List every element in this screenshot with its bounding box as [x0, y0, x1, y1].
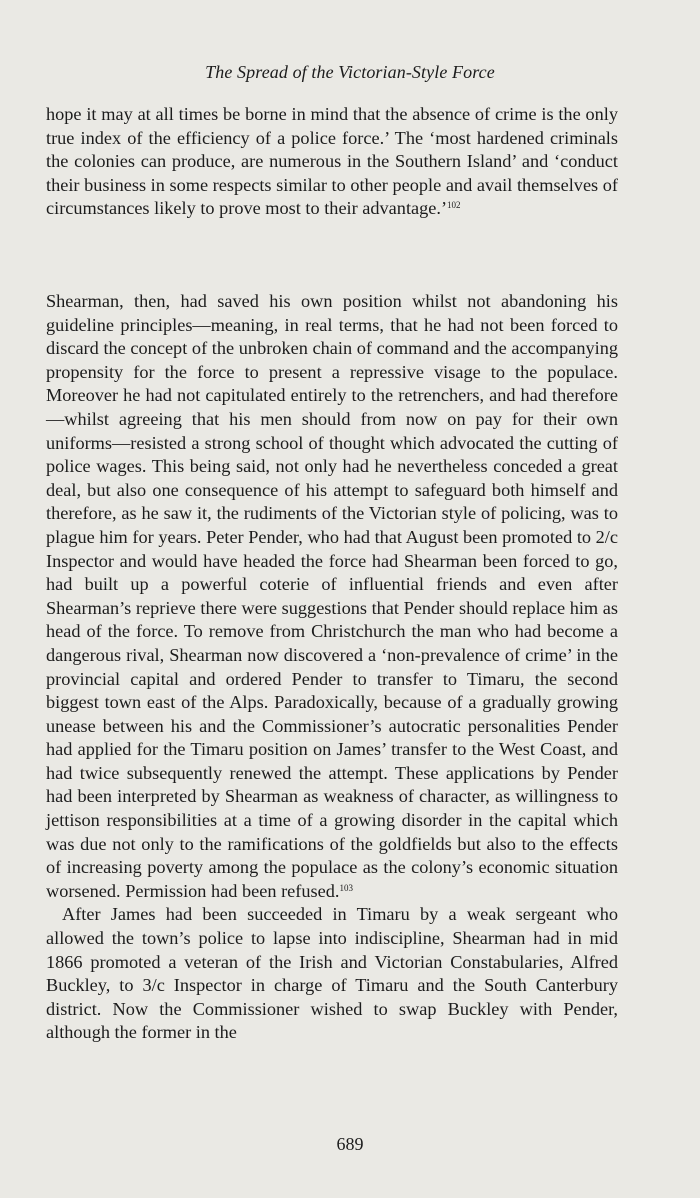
- paragraph-1: [46, 103, 618, 221]
- page-number: 689: [336, 1134, 364, 1154]
- footnote-ref-102: 102: [447, 200, 461, 211]
- paragraph-2: [46, 290, 618, 903]
- paragraph-3-text: After James had been succeeded in Timaru by a weak sergeant who allowed the town’s police to lapse into indiscipline, Shearman had in mid 1866 promoted a veteran of the Irish and Victorian Constabularies, Alfred Buckley, to 3/c Inspector in charge of Timaru and the South Canterbury district. Now the Commissioner wished to swap Buckley with Pender, although the former in the: [46, 904, 618, 1043]
- paragraph-3: [46, 903, 618, 1045]
- text-block-upper: [46, 103, 618, 221]
- paragraph-1-text: hope it may at all times be borne in mind that the absence of crime is the only true index of the efficiency of a police force.’ The ‘most hardened criminals the colonies can produce, are numerous in the Southern Island’ and ‘conduct their business in some respects similar to other people and avail themselves of circumstances likely to prove most to their advantage.’: [46, 104, 618, 219]
- running-header-title: The Spread of the Victorian-Style Force: [205, 62, 495, 82]
- paragraph-2-text: Shearman, then, had saved his own position whilst not abandoning his guideline principles—meaning, in real terms, that he had not been forced to discard the concept of the unbroken chain of command and the accompanying propensity for the force to present a repressive visage to the populace. Moreover he had not capitulated entirely to the retrenchers, and had therefore—whilst agreeing that his men should from now on pay for their own uniforms—resisted a strong school of thought which advocated the cutting of police wages. This being said, not only had he nevertheless conceded a great deal, but also one consequence of his attempt to safeguard both himself and therefore, as he saw it, the rudiments of the Victorian style of policing, was to plague him for years. Peter Pender, who had that August been promoted to 2/c Inspector and would have headed the force had Shearman been forced to go, had built up a powerful coterie of influential friends and even after Shearman’s reprieve there were suggestions that Pender should replace him as head of the force. To remove from Christchurch the man who had become a dangerous rival, Shearman now discovered a ‘non-prevalence of crime’ in the provincial capital and ordered Pender to transfer to Timaru, the second biggest town east of the Alps. Paradoxically, because of a gradually growing unease between his and the Commissioner’s autocratic personalities Pender had applied for the Timaru position on James’ transfer to the West Coast, and had twice subsequently renewed the attempt. These applications by Pender had been interpreted by Shearman as weakness of character, as willingness to jettison responsibilities at a time of a growing disorder in the capital which was due not only to the ramifications of the goldfields but also to the effects of increasing poverty among the populace as the colony’s economic situation worsened. Permission had been refused.: [46, 291, 618, 901]
- footnote-ref-103: 103: [339, 882, 353, 893]
- text-block-main: [46, 290, 618, 1045]
